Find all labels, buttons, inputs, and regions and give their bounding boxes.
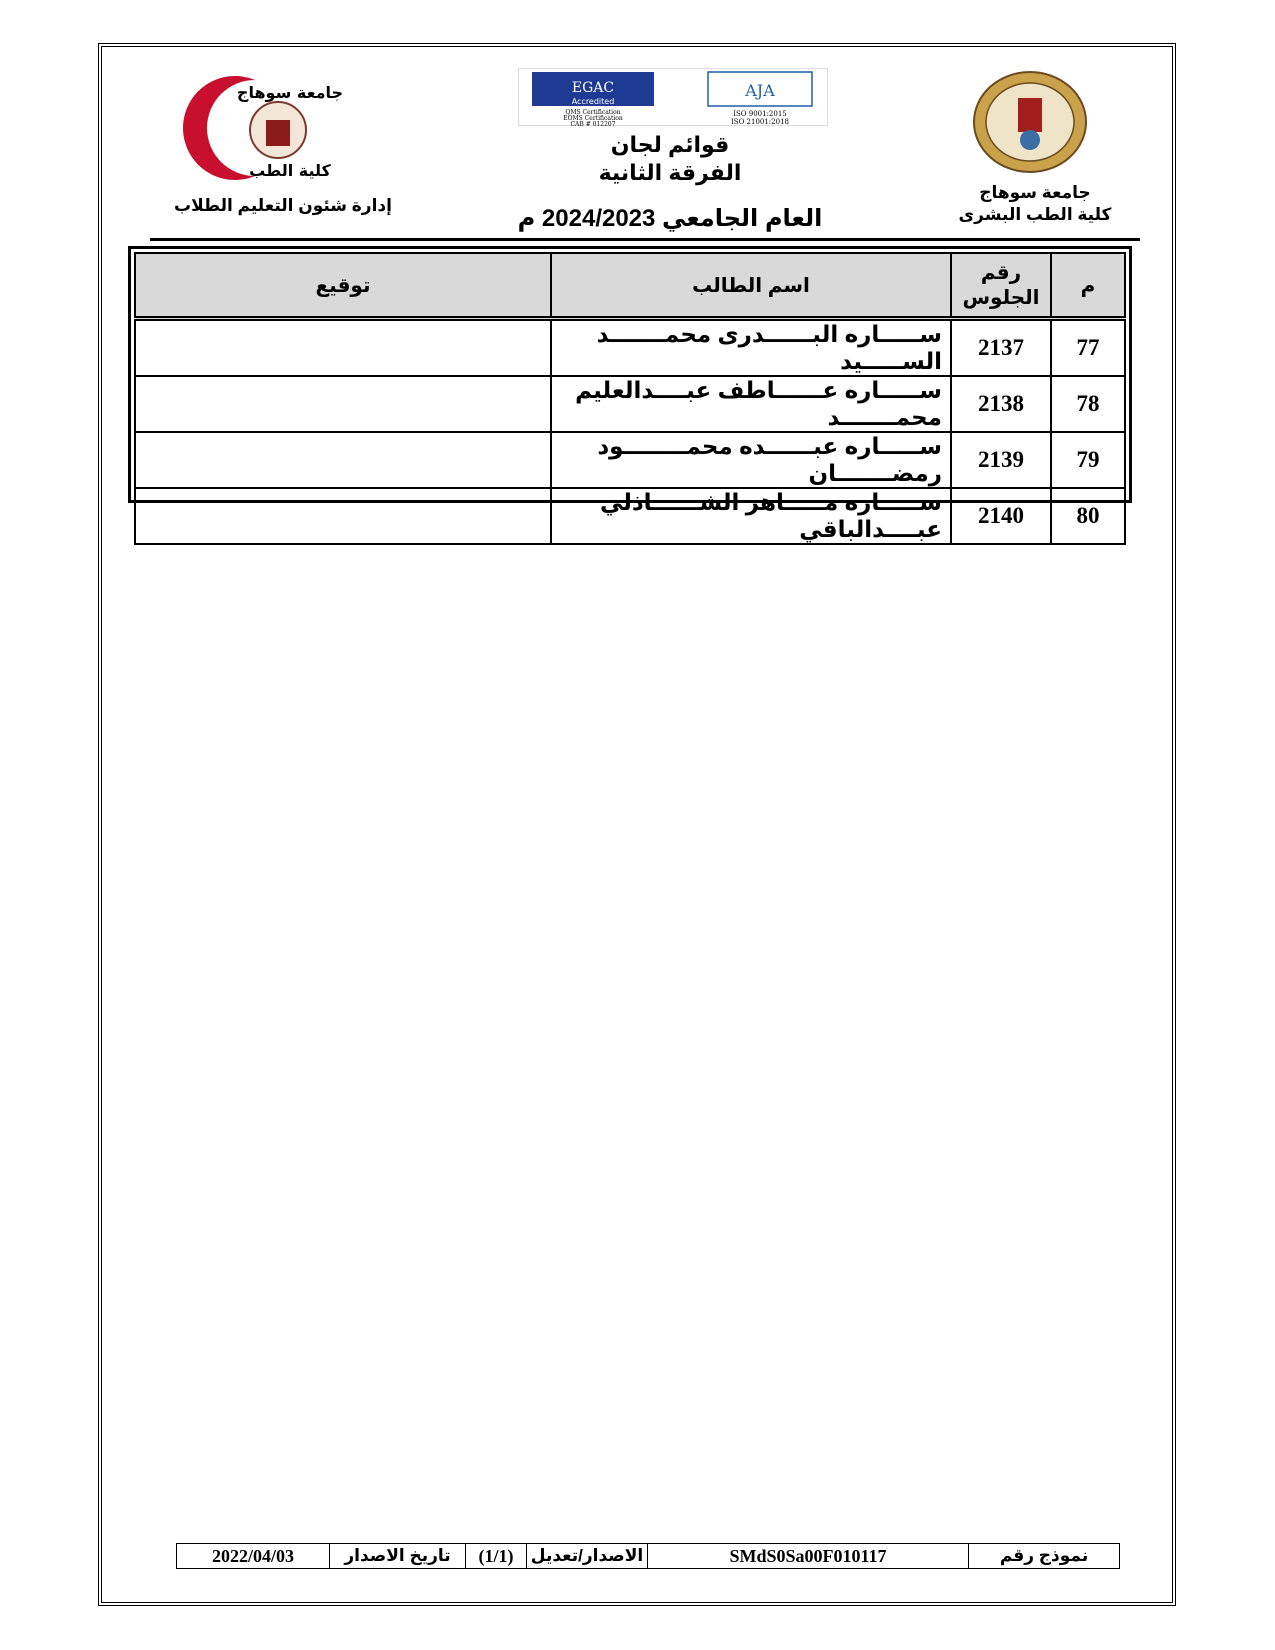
svg-text:كلية الطب: كلية الطب xyxy=(249,161,331,180)
row-seat-number: 2137 xyxy=(951,319,1051,377)
header-seat-number: رقم الجلوس xyxy=(951,253,1051,319)
university-faculty xyxy=(955,182,1115,226)
certification-badges xyxy=(518,68,828,126)
row-student-name: ســـــاره البــــــدرى محمـــــــد الســـــيد xyxy=(551,319,951,377)
row-signature xyxy=(135,319,551,377)
table-header-row xyxy=(135,253,1125,319)
academic-year: العام الجامعي 2024/2023 م xyxy=(517,205,823,232)
row-seat-number: 2138 xyxy=(951,376,1051,432)
table-row xyxy=(135,319,1125,377)
header-divider xyxy=(150,238,1140,241)
svg-text:QMS Certification: QMS Certification xyxy=(565,109,621,116)
svg-text:ISO 21001:2018: ISO 21001:2018 xyxy=(731,118,789,126)
footer-form-number: SMdS0Sa00F010117 xyxy=(647,1544,968,1568)
row-signature xyxy=(135,432,551,488)
table-row xyxy=(135,432,1125,488)
svg-text:EOMS Certification: EOMS Certification xyxy=(563,115,623,122)
row-index: 79 xyxy=(1051,432,1125,488)
university-name: جامعة سوهاج xyxy=(979,183,1091,202)
faculty-medicine-logo xyxy=(160,72,350,182)
svg-text:EGAC: EGAC xyxy=(571,80,615,96)
table-row xyxy=(135,376,1125,432)
footer-version-label: الاصدار/تعديل xyxy=(526,1544,647,1568)
row-index: 80 xyxy=(1051,488,1125,544)
row-student-name: ســـــاره عــــــاطف عبــــدالعليم محمـــــــد xyxy=(551,376,951,432)
form-footer xyxy=(176,1543,1120,1569)
row-signature xyxy=(135,376,551,432)
department-name: إدارة شئون التعليم الطلاب xyxy=(174,196,392,215)
svg-text:AJA: AJA xyxy=(745,81,775,100)
row-seat-number: 2140 xyxy=(951,488,1051,544)
header-signature: توقيع xyxy=(135,253,551,319)
svg-text:جامعة سوهاج: جامعة سوهاج xyxy=(236,83,344,102)
header-index: م xyxy=(1051,253,1125,319)
footer-date-value: 2022/04/03 xyxy=(212,1545,295,1566)
faculty-name: كلية الطب البشرى xyxy=(958,205,1112,224)
footer-version-value: (1/1) xyxy=(465,1544,526,1568)
row-index: 78 xyxy=(1051,376,1125,432)
class-year: الفرقة الثانية xyxy=(598,160,742,185)
student-roster-table xyxy=(128,246,1132,542)
footer-form-label: نموذج رقم xyxy=(968,1544,1119,1568)
footer-date-label: تاريخ الاصدار xyxy=(329,1544,465,1568)
svg-text:ISO 9001:2015: ISO 9001:2015 xyxy=(733,110,787,118)
svg-text:Accredited: Accredited xyxy=(571,97,615,106)
row-signature xyxy=(135,488,551,544)
svg-text:CAB # 012207: CAB # 012207 xyxy=(570,121,616,126)
table-row xyxy=(135,488,1125,544)
row-seat-number: 2139 xyxy=(951,432,1051,488)
header-student-name: اسم الطالب xyxy=(551,253,951,319)
row-student-name: ســـــاره عبــــــده محمــــــــود رمضـــــــان xyxy=(551,432,951,488)
document-title: قوائم لجان xyxy=(610,132,730,157)
row-index: 77 xyxy=(1051,319,1125,377)
sohag-university-seal xyxy=(970,70,1090,175)
row-student-name: ســـــاره مـــــاهر الشــــــاذلي عبــــدالباقي xyxy=(551,488,951,544)
